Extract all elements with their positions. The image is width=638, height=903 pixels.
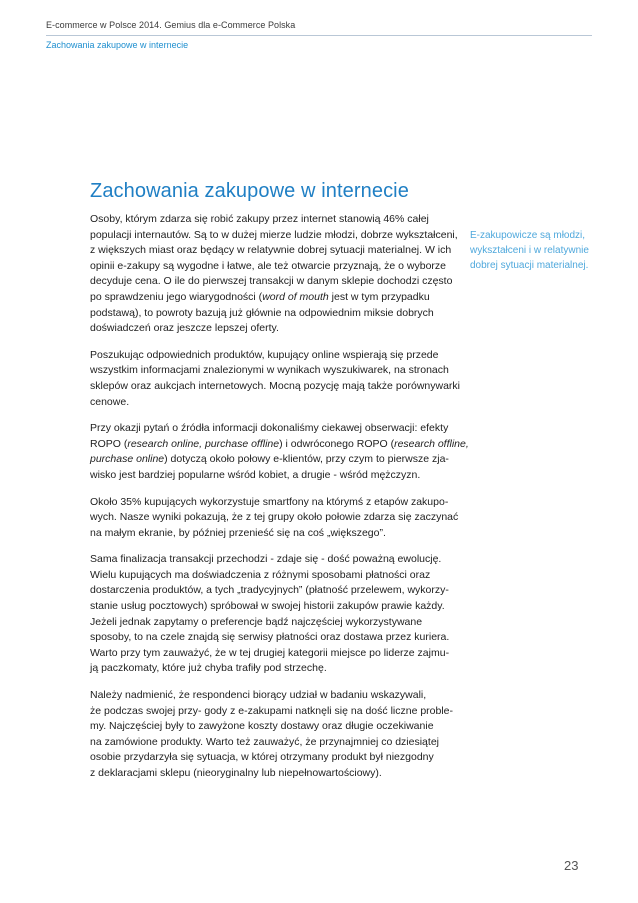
text-line: osobie przydarzyła się sytuacja, w której otrzymany produkt był niezgodny <box>90 751 434 764</box>
text-line: opinii e-zakupy są wygodne i łatwe, ale też otwarcie przyznają, że o wyborze <box>90 259 447 272</box>
text-line: ROPO (research online, purchase offline) i odwróconego ROPO (research offline, <box>90 437 469 450</box>
paragraph <box>90 421 469 483</box>
text-line: purchase online) dotyczą około połowy e-klientów, przy czym to pierwsze zja- <box>90 453 449 466</box>
text-line: ją paczkomaty, które już chyba trafiły pod strzechę. <box>90 662 327 675</box>
text-line: decyduje cena. O ile do pierwszej transakcji w danym sklepie dochodzi często <box>90 275 453 288</box>
text-line: po sprawdzeniu jego wiarygodności (word of mouth jest w tym przypadku <box>90 290 430 303</box>
text-line: Wielu kupujących ma doświadczenia z różnymi sposobami płatności oraz <box>90 568 431 581</box>
text-line: sklepów oraz aukcjach internetowych. Mocną pozycję mają także porównywarki <box>90 379 461 392</box>
paragraph <box>90 348 460 410</box>
text-line: wych. Nasze wyniki pokazują, że z tej grupy około połowie zdarza się zaczynać <box>90 511 459 524</box>
text-line: dostarczenia produktów, a tych „tradycyjnych” (płatność przelewem, wykorzy- <box>90 584 449 597</box>
section-title: Zachowania zakupowe w internecie <box>90 180 409 203</box>
text-line: Około 35% kupujących wykorzystuje smartfony na którymś z etapów zakupo- <box>90 495 449 508</box>
text-line: Warto przy tym zauważyć, że w tej drugiej kategorii miejsce po liderze zajmu- <box>90 646 450 659</box>
text-line: populacji internautów. Są to w dużej mierze ludzie młodzi, dobrze wykształceni, <box>90 228 458 241</box>
margin-note-line: dobrej sytuacji materialnej. <box>470 260 589 271</box>
text-line: cenowe. <box>90 395 130 408</box>
text-line: Należy nadmienić, że respondenci biorący udział w badaniu wskazywali, <box>90 689 427 702</box>
text-line: Osoby, którym zdarza się robić zakupy przez internet stanowią 46% całej <box>90 213 429 225</box>
margin-note <box>470 228 600 273</box>
paragraph <box>90 495 460 542</box>
article-body <box>90 212 469 793</box>
text-line: Jeżeli jednak zapytamy o preferencje bądź najczęściej wykorzystywane <box>90 615 423 628</box>
text-line: doświadczeń oraz jeszcze lepszej oferty. <box>90 322 279 335</box>
text-line: wisko jest bardziej popularne wśród kobiet, a drugie - wśród mężczyzn. <box>90 468 421 481</box>
text-line: sposoby, to na czele znajdą się serwisy płatności oraz dostawa przez kuriera. <box>90 631 450 644</box>
page-number: 23 <box>564 858 579 873</box>
paragraph <box>90 552 460 677</box>
text-line: podstawą), to powroty bazują już głównie na odpowiednim miksie dobrych <box>90 306 434 319</box>
text-line: z deklaracjami sklepu (nieoryginalny lub niepełnowartościowy). <box>90 767 382 779</box>
margin-note-line: E-zakupowicze są młodzi, <box>470 230 586 241</box>
paragraph <box>90 212 460 337</box>
text-line: z większych miast oraz będący w relatywnie dobrej sytuacji materialnej. W ich <box>90 244 452 257</box>
text-line: na małym ekranie, by później przenieść się na coś „większego”. <box>90 526 386 539</box>
text-line: stanie usług pocztowych) spróbował w swojej historii zakupów prawie każdy. <box>90 600 445 613</box>
text-line: my. Najczęściej były to zawyżone koszty dostawy oraz długie oczekiwanie <box>90 720 434 733</box>
text-line: Poszukując odpowiednich produktów, kupujący online wspierają się przede <box>90 348 439 361</box>
paragraph <box>90 688 460 782</box>
running-header-title: E-commerce w Polsce 2014. Gemius dla e-Commerce Polska <box>46 20 296 30</box>
text-line: wszystkim informacjami znalezionymi w wynikach wyszukiwarek, na stronach <box>90 364 449 377</box>
text-line: Sama finalizacja transakcji przechodzi - zdaje się - dość poważną ewolucję. <box>90 553 442 566</box>
text-line: że podczas swojej przy- gody z e-zakupami natknęli się na dość liczne proble- <box>90 704 454 717</box>
running-header-section: Zachowania zakupowe w internecie <box>46 40 189 50</box>
margin-note-line: wykształceni i w relatywnie <box>470 245 589 256</box>
text-line: Przy okazji pytań o źródła informacji dokonaliśmy ciekawej obserwacji: efekty <box>90 422 449 435</box>
text-line: na zamówione produkty. Warto też zauważyć, że przynajmniej co dziesiątej <box>90 735 439 748</box>
header-divider <box>46 35 592 36</box>
